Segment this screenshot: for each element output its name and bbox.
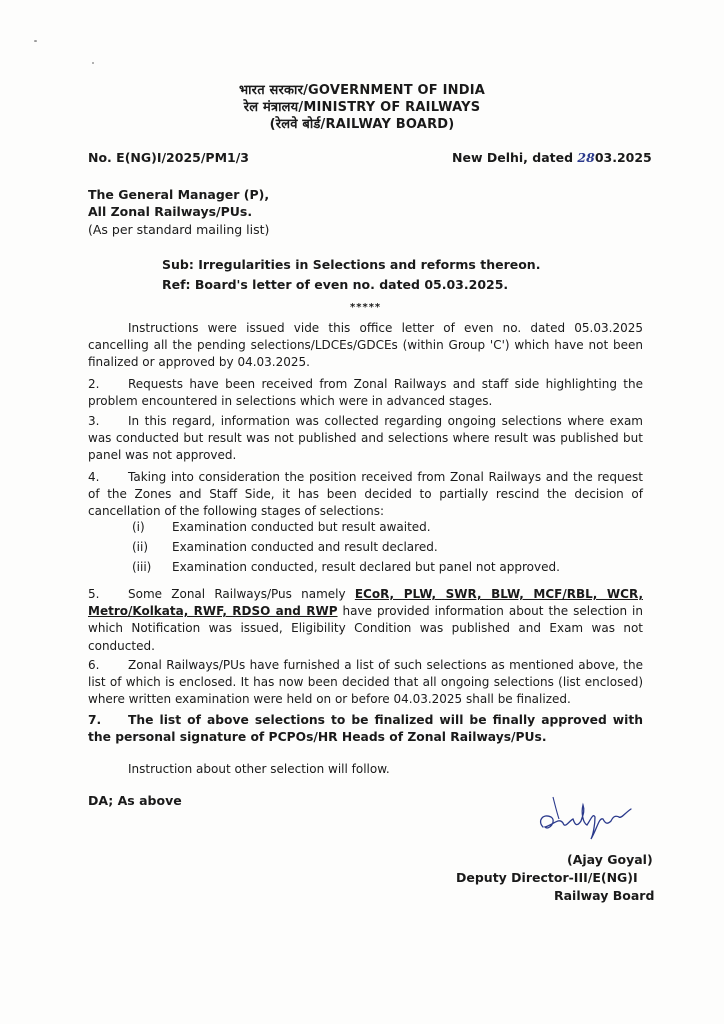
scan-speck	[34, 40, 37, 42]
paragraph-number: 4.	[88, 470, 100, 484]
subject-line: Sub: Irregularities in Selections and reforms thereon.	[162, 257, 541, 272]
paragraph-6	[88, 657, 643, 709]
handwritten-signature	[535, 783, 635, 843]
reference-line: Ref: Board's letter of even no. dated 05.03.2025.	[162, 277, 509, 292]
paragraph-text: Taking into consideration the position received from Zonal Railways and the request of the Zones and Staff Side, it has been decided to partially rescind the decision of cancellation of the following stages of selections:	[88, 470, 643, 519]
signature-stroke	[541, 805, 631, 839]
paragraph-1: Instructions were issued vide this office letter of even no. dated 05.03.2025 cancelling all the pending selections/LDCEs/GDCEs (within Group 'C') which have not been finalized or approved by 04.03.2025.	[88, 321, 643, 370]
paragraph-4	[88, 469, 643, 521]
paragraph-number: 7.	[88, 713, 102, 727]
paragraph-7	[88, 712, 643, 746]
header-ministry: रेल मंत्रालय/MINISTRY OF RAILWAYS	[243, 100, 481, 115]
paragraph-number: 2.	[88, 377, 100, 391]
stage-item	[132, 520, 431, 534]
scan-speck	[92, 62, 94, 64]
stage-text: Examination conducted, result declared but panel not approved.	[172, 560, 560, 574]
closing-line: Instruction about other selection will follow.	[128, 762, 390, 776]
addressee-line: All Zonal Railways/PUs.	[88, 204, 253, 219]
header-board: (रेलवे बोर्ड/RAILWAY BOARD)	[269, 117, 455, 132]
paragraph-text: The list of above selections to be finalized will be finally approved with the personal signature of PCPOs/HR Heads of Zonal Railways/PUs.	[88, 713, 643, 745]
paragraph-5	[88, 586, 643, 655]
signatory-designation: Deputy Director-III/E(NG)I	[456, 870, 638, 885]
stage-text: Examination conducted but result awaited.	[172, 520, 431, 534]
header-government: भारत सरकार/GOVERNMENT OF INDIA	[238, 83, 486, 98]
date-prefix: New Delhi, dated	[452, 150, 578, 165]
railway-list: ECoR, PLW, SWR, BLW, MCF/RBL, WCR, Metro/Kolkata, RWF, RDSO and RWP	[88, 587, 643, 619]
addressee-line: The General Manager (P),	[88, 187, 270, 202]
stage-number: (iii)	[132, 560, 152, 574]
stage-item	[132, 540, 438, 554]
paragraph-3	[88, 413, 643, 465]
paragraph-number: 3.	[88, 414, 100, 428]
paragraph-text: Requests have been received from Zonal Railways and staff side highlighting the problem encountered in selections which were in advanced stages.	[88, 377, 643, 409]
handwritten-day: 28	[577, 150, 595, 165]
paragraph-text: Zonal Railways/PUs have furnished a list of such selections as mentioned above, the list of which is enclosed. It has now been decided that all ongoing selections (list enclosed) where written examination were held on or before 04.03.2025 shall be finalized.	[88, 658, 643, 707]
paragraph-2	[88, 376, 643, 410]
paragraph-text: have provided information about the selection in which Notification was issued, Eligibility Condition was published and Exam was not conducted.	[88, 604, 643, 653]
date-rest: 03.2025	[594, 150, 652, 165]
signature-stroke	[553, 797, 559, 819]
separator-stars: *****	[350, 302, 382, 313]
signatory-name: (Ajay Goyal)	[567, 852, 653, 867]
reference-number: No. E(NG)I/2025/PM1/3	[88, 150, 249, 165]
stage-number: (ii)	[132, 540, 149, 554]
paragraph-number: 5.	[88, 587, 100, 601]
signatory-office: Railway Board	[554, 888, 655, 903]
letter-date	[452, 150, 652, 165]
stage-number: (i)	[132, 520, 145, 534]
paragraph-number: 6.	[88, 658, 100, 672]
enclosure-note: DA; As above	[88, 793, 182, 808]
stage-item	[132, 560, 560, 574]
paragraph-text: Some Zonal Railways/Pus namely	[128, 587, 355, 601]
paragraph-text: In this regard, information was collected regarding ongoing selections where exam was conducted but result was not published and selections where result was published but panel was not approved.	[88, 414, 643, 463]
addressee-line: (As per standard mailing list)	[88, 222, 270, 237]
stage-text: Examination conducted and result declared.	[172, 540, 438, 554]
